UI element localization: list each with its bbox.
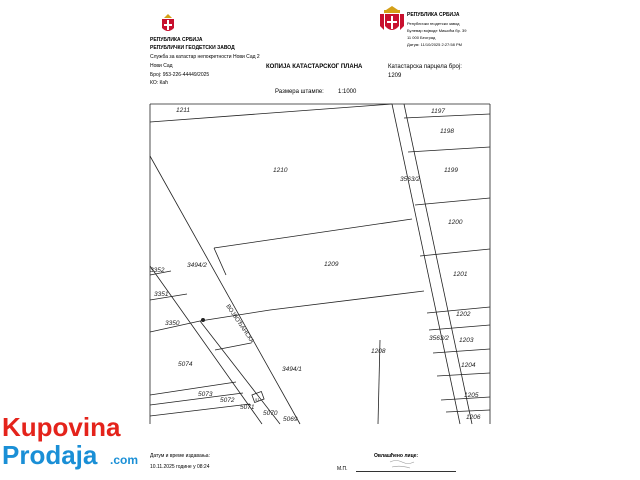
watermark-word-2: Prodaja	[2, 440, 98, 470]
parcel-5073: 5073	[198, 391, 213, 398]
cadastral-municipality: КО: Каћ	[150, 80, 168, 86]
parcel-number-value: 1209	[388, 73, 402, 79]
issue-date-label: Датум и време издавања:	[150, 453, 210, 459]
issue-date-value: 10.11.2025 године у 08:24	[150, 464, 210, 470]
parcel-5069: 5069	[283, 416, 298, 423]
official-label: Овлашћено лице:	[374, 453, 419, 459]
scale-label: Размера штампе:	[275, 89, 324, 95]
parcel-3563-2-bottom: 3563/2	[429, 335, 449, 342]
city-label: Нови Сад	[150, 63, 173, 69]
parcel-3494-2: 3494/2	[187, 262, 207, 269]
parcel-3494-1: 3494/1	[282, 366, 302, 373]
street-name: ВОЈВОЂАНСКА	[224, 303, 255, 345]
republic-label-right: РЕПУБЛИКА СРБИЈА	[407, 12, 460, 18]
parcel-1205: 1205	[464, 392, 479, 399]
parcel-3352: 3352	[150, 267, 165, 274]
parcel-1203: 1203	[459, 337, 474, 344]
watermark-suffix: .com	[110, 453, 139, 467]
parcel-1198: 1198	[440, 128, 454, 135]
watermark-word-1: Kupovina	[2, 412, 121, 442]
parcel-1211: 1211	[176, 107, 190, 114]
document-title: КОПИЈА КАТАСТАРСКОГ ПЛАНА	[266, 64, 363, 70]
signature-line	[356, 471, 456, 472]
institute-label: РЕПУБЛИЧКИ ГЕОДЕТСКИ ЗАВОД	[150, 45, 235, 51]
parcel-1202: 1202	[456, 311, 471, 318]
address-label: Булевар војводе Мишића бр. 39	[407, 28, 467, 33]
seal-label: М.П.	[337, 466, 348, 472]
parcel-3351: 3351	[154, 291, 169, 298]
parcel-1199: 1199	[444, 167, 458, 174]
parcel-5074: 5074	[178, 361, 193, 368]
parcel-1209: 1209	[324, 261, 339, 268]
survey-point-icon	[201, 318, 205, 322]
building-number: 51	[255, 397, 260, 402]
service-label: Служба за катастар непокретности Нови Сад 2	[150, 54, 260, 60]
parcel-1204: 1204	[461, 362, 476, 369]
parcel-1208: 1208	[371, 348, 386, 355]
parcel-1197: 1197	[431, 108, 445, 115]
parcel-number-label: Катастарска парцела број:	[388, 64, 462, 70]
parcel-1201: 1201	[453, 271, 468, 278]
parcel-3563-2-top: 3563/2	[400, 176, 420, 183]
parcel-1210: 1210	[273, 167, 288, 174]
republic-label: РЕПУБЛИКА СРБИЈА	[150, 37, 203, 43]
scale-value: 1:1000	[338, 89, 357, 95]
postal-label: 11 000 Београд	[407, 35, 436, 40]
parcel-3350: 3350	[165, 320, 180, 327]
case-number: Број: 953-226-44449/2025	[150, 72, 210, 78]
parcel-5071: 5071	[240, 404, 255, 411]
parcel-5070: 5070	[263, 410, 278, 417]
parcel-5072: 5072	[220, 397, 235, 404]
parcel-1200: 1200	[448, 219, 463, 226]
institute-label-right: Републички геодетски завод	[407, 21, 460, 26]
parcel-1206: 1206	[466, 414, 481, 421]
issue-datetime: Датум: 11/10/2025 2:27:58 PM	[407, 42, 462, 47]
